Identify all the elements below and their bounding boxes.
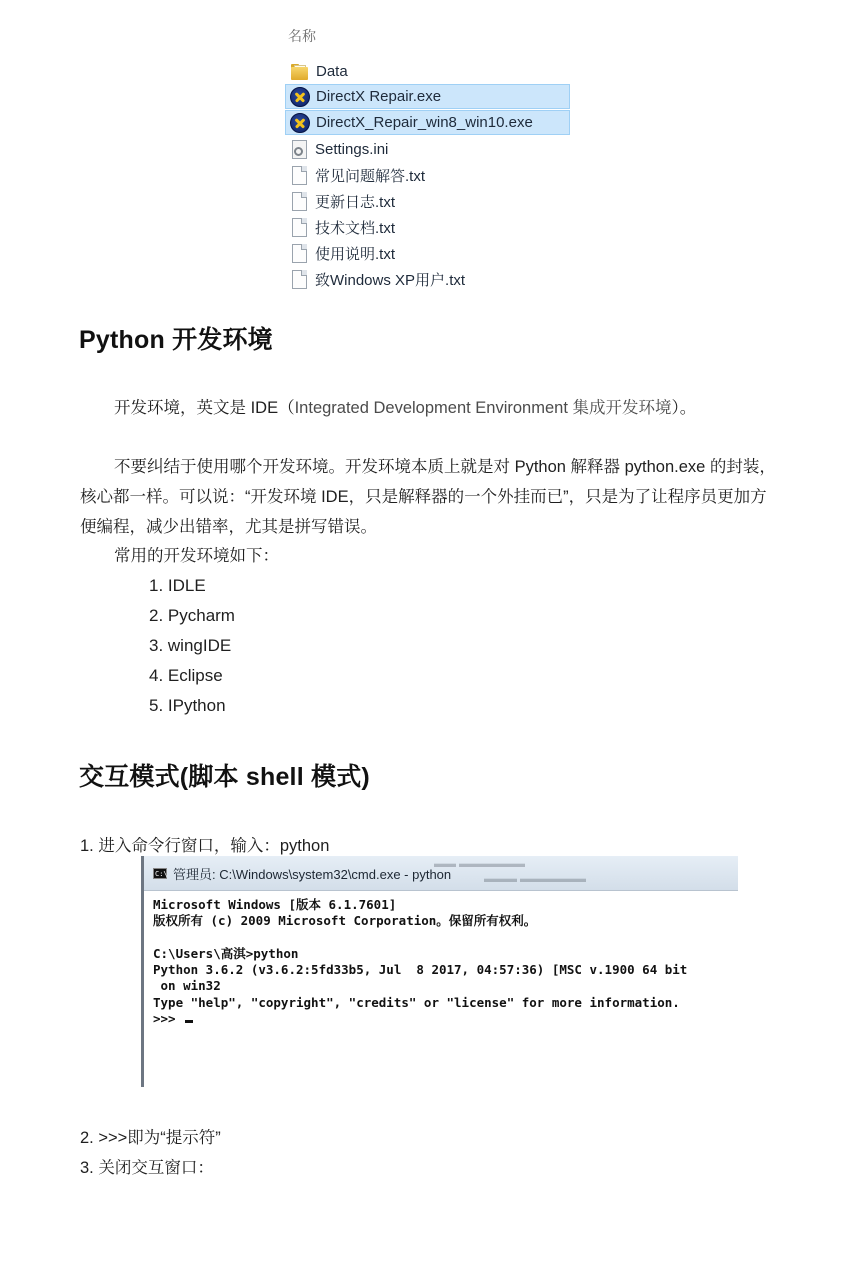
console-line: Microsoft Windows [版本 6.1.7601] bbox=[153, 897, 397, 912]
console-line: on win32 bbox=[153, 978, 221, 994]
ghost-artifact: ▬▬▬ ▬▬▬▬▬▬ bbox=[484, 873, 587, 885]
step-1: 1. 进入命令行窗口，输入：python bbox=[80, 837, 330, 855]
list-item: 5. IPython bbox=[149, 696, 226, 715]
prompt-line[interactable] bbox=[153, 1011, 738, 1027]
text-file-icon bbox=[292, 244, 307, 263]
cmd-window[interactable] bbox=[141, 856, 738, 1087]
file-item-changelog-txt[interactable] bbox=[286, 189, 571, 214]
ide-intro-english: Integrated Development Environment 集成开发环境 bbox=[294, 399, 672, 417]
step-3: 3. 关闭交互窗口： bbox=[80, 1159, 214, 1177]
text-file-icon bbox=[292, 166, 307, 185]
settings-file-icon bbox=[292, 140, 307, 159]
console-output[interactable] bbox=[144, 891, 738, 1027]
cmd-icon: C:\ bbox=[155, 869, 168, 878]
console-line bbox=[153, 930, 738, 946]
ide-intro-paragraph bbox=[80, 393, 780, 423]
file-name: DirectX Repair.exe bbox=[316, 88, 442, 105]
file-item-directx-repair[interactable] bbox=[285, 84, 570, 109]
ide-list bbox=[149, 571, 235, 721]
file-name: 致Windows XP用户.txt bbox=[315, 272, 466, 289]
file-name: 更新日志.txt bbox=[315, 194, 396, 211]
text-file-icon bbox=[292, 270, 307, 289]
ide-description-paragraph: 不要纠结于使用哪个开发环境。开发环境本质上就是对 Python 解释器 python.exe 的封装，核心都一样。可以说：“开发环境 IDE，只是解释器的一个外挂而已”，只是为了让程序员更加方便编程，减少出错率，尤其是拼写错误。 bbox=[80, 458, 776, 536]
console-line: Python 3.6.2 (v3.6.2:5fd33b5, Jul 8 2017, 04:57:36) [MSC v.1900 64 bit bbox=[153, 962, 688, 978]
cmd-title: 管理员: C:\Windows\system32\cmd.exe - python bbox=[173, 866, 452, 882]
console-line: 版权所有 (c) 2009 Microsoft Corporation。保留所有权利。 bbox=[153, 913, 537, 929]
directx-icon bbox=[290, 87, 310, 107]
file-item-faq-txt[interactable] bbox=[286, 163, 571, 188]
file-item-data-folder[interactable] bbox=[286, 59, 571, 84]
list-item: 4. Eclipse bbox=[149, 666, 223, 685]
step-2: 2. >>>即为“提示符” bbox=[80, 1129, 221, 1147]
ide-intro-prefix: 开发环境，英文是 IDE（ bbox=[114, 399, 295, 417]
console-line: Type "help", "copyright", "credits" or "license" for more information. bbox=[153, 994, 680, 1010]
ide-intro-suffix: ）。 bbox=[671, 399, 697, 417]
heading-interactive-mode: 交互模式(脚本 shell 模式) bbox=[79, 763, 370, 791]
name-column-header[interactable]: 名称 bbox=[288, 28, 316, 44]
ide-list-intro: 常用的开发环境如下： bbox=[114, 547, 279, 565]
list-item: 2. Pycharm bbox=[149, 606, 235, 625]
file-item-directx-repair-win8-win10[interactable] bbox=[285, 110, 570, 135]
file-name: 技术文档.txt bbox=[315, 220, 396, 237]
cmd-title-bar[interactable] bbox=[144, 856, 738, 891]
file-name: Settings.ini bbox=[315, 141, 389, 158]
file-name: 常见问题解答.txt bbox=[315, 168, 426, 185]
ghost-artifact: ▬▬ ▬▬▬▬▬▬ bbox=[434, 858, 526, 870]
directx-icon bbox=[290, 113, 310, 133]
list-item: 1. IDLE bbox=[149, 576, 206, 595]
file-name: DirectX_Repair_win8_win10.exe bbox=[316, 114, 533, 131]
file-name: Data bbox=[316, 63, 348, 80]
console-line: C:\Users\高淇>python bbox=[153, 945, 299, 961]
file-item-tech-doc-txt[interactable] bbox=[286, 215, 571, 240]
folder-icon bbox=[290, 62, 310, 82]
text-cursor bbox=[185, 1020, 193, 1023]
python-prompt: >>> bbox=[153, 1011, 184, 1027]
file-name: 使用说明.txt bbox=[315, 246, 396, 263]
heading-python-ide: Python 开发环境 bbox=[79, 326, 273, 354]
file-item-settings-ini[interactable] bbox=[286, 137, 571, 162]
text-file-icon bbox=[292, 192, 307, 211]
file-item-xp-users-txt[interactable] bbox=[286, 267, 571, 292]
text-file-icon bbox=[292, 218, 307, 237]
file-item-readme-txt[interactable] bbox=[286, 241, 571, 266]
list-item: 3. wingIDE bbox=[149, 636, 232, 655]
